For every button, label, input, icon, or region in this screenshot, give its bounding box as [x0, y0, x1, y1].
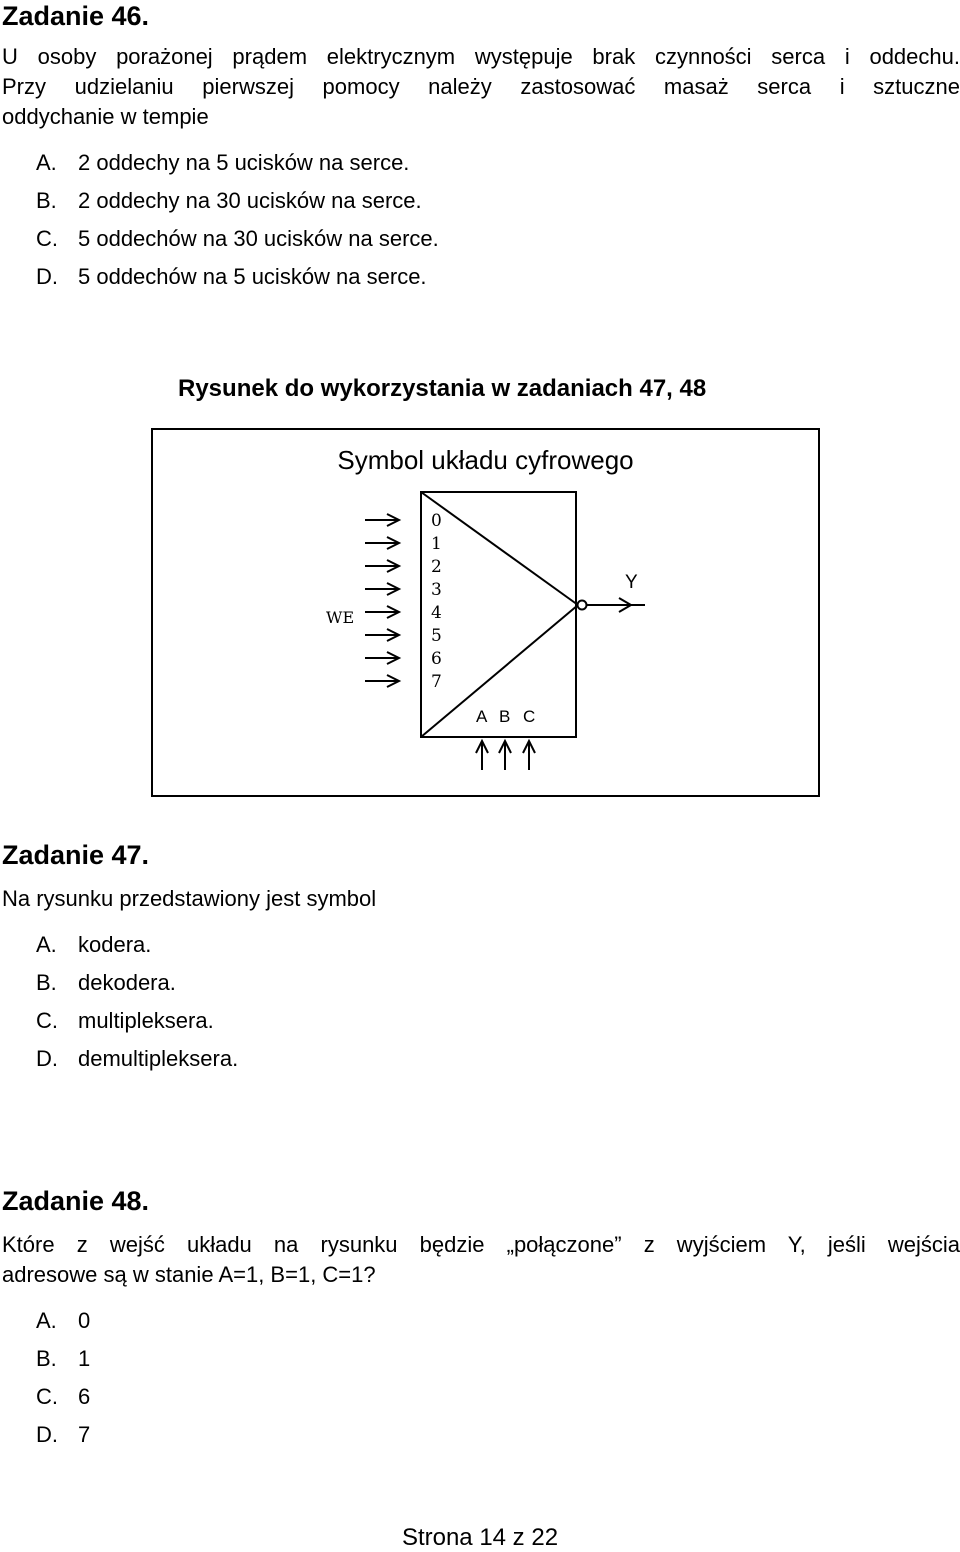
- option-text: 5 oddechów na 5 ucisków na serce.: [78, 264, 427, 289]
- input-arrow: [365, 606, 399, 618]
- q46-option-c: [36, 226, 439, 252]
- q46-text-line3: oddychanie w tempie: [2, 104, 209, 129]
- figure-caption: Rysunek do wykorzystania w zadaniach 47, 48: [178, 375, 707, 402]
- figure-title: Symbol układu cyfrowego: [337, 445, 634, 475]
- option-letter: B.: [36, 1346, 57, 1371]
- q48-text-line1: Które z wejść układu na rysunku będzie „połączone” z wyjściem Y, jeśli wejścia: [2, 1232, 960, 1257]
- input-arrow: [365, 629, 399, 641]
- input-number-6: 6: [431, 649, 442, 669]
- option-letter: B.: [36, 970, 57, 995]
- option-letter: A.: [36, 932, 57, 957]
- address-label-c: C: [523, 707, 536, 726]
- option-letter: D.: [36, 264, 58, 289]
- q48-option-b: [36, 1346, 90, 1372]
- input-number-7: 7: [431, 672, 442, 692]
- q47-option-b: [36, 970, 176, 996]
- q46-text-line1: U osoby porażonej prądem elektrycznym występuje brak czynności serca i oddechu.: [2, 44, 960, 69]
- triangle-upper-edge: [421, 492, 578, 605]
- input-number-1: 1: [431, 534, 442, 554]
- option-text: multipleksera.: [78, 1008, 214, 1033]
- option-text: kodera.: [78, 932, 152, 957]
- q46-option-d: [36, 264, 427, 290]
- input-number-0: 0: [431, 511, 442, 531]
- q48-option-a: [36, 1308, 90, 1334]
- q46-option-b: [36, 188, 422, 214]
- option-letter: D.: [36, 1422, 58, 1447]
- option-text: dekodera.: [78, 970, 176, 995]
- option-letter: C.: [36, 226, 58, 251]
- input-number-5: 5: [431, 626, 442, 646]
- option-letter: B.: [36, 188, 57, 213]
- q47-option-c: [36, 1008, 214, 1034]
- input-arrow: [365, 560, 399, 572]
- option-text: 2 oddechy na 5 ucisków na serce.: [78, 150, 410, 175]
- q48-option-c: [36, 1384, 90, 1410]
- address-arrow-a: [476, 741, 488, 770]
- address-label-b: B: [499, 707, 511, 726]
- input-arrow: [365, 652, 399, 664]
- q46-title: Zadanie 46.: [2, 1, 150, 31]
- q47-option-d: [36, 1046, 238, 1072]
- input-arrow: [365, 583, 399, 595]
- option-letter: D.: [36, 1046, 58, 1071]
- input-arrow: [365, 514, 399, 526]
- option-letter: C.: [36, 1384, 58, 1409]
- q48-text-line2: adresowe są w stanie A=1, B=1, C=1?: [2, 1262, 376, 1287]
- output-bubble: [578, 601, 587, 610]
- option-letter: A.: [36, 1308, 57, 1333]
- input-arrow: [365, 675, 399, 687]
- q47-text: Na rysunku przedstawiony jest symbol: [2, 886, 377, 911]
- input-number-2: 2: [431, 557, 442, 577]
- block-outline: [421, 492, 576, 737]
- option-text: 5 oddechów na 30 ucisków na serce.: [78, 226, 439, 251]
- option-text: 2 oddechy na 30 ucisków na serce.: [78, 188, 422, 213]
- option-text: 7: [78, 1422, 91, 1447]
- q46-text-line2: Przy udzielaniu pierwszej pomocy należy zastosować masaż serca i sztuczne: [2, 74, 960, 99]
- option-letter: A.: [36, 150, 57, 175]
- q48-option-d: [36, 1422, 90, 1448]
- address-label-a: A: [476, 707, 488, 726]
- q48-title: Zadanie 48.: [2, 1186, 150, 1216]
- input-label-we: WE: [326, 608, 355, 627]
- address-arrow-b: [499, 741, 511, 770]
- option-letter: C.: [36, 1008, 58, 1033]
- input-number-4: 4: [431, 603, 442, 623]
- option-text: 6: [78, 1384, 91, 1409]
- figure-box: [151, 428, 820, 797]
- q47-title: Zadanie 47.: [2, 840, 150, 870]
- input-arrow: [365, 537, 399, 549]
- q46-option-a: [36, 150, 409, 176]
- output-label-y: Y: [625, 572, 638, 593]
- page-number: Strona 14 z 22: [401, 1524, 559, 1551]
- address-arrow-c: [523, 741, 535, 770]
- option-text: demultipleksera.: [78, 1046, 239, 1071]
- multiplexer-diagram: [153, 430, 822, 799]
- option-text: 1: [78, 1346, 91, 1371]
- input-number-3: 3: [431, 580, 442, 600]
- option-text: 0: [78, 1308, 91, 1333]
- q47-option-a: [36, 932, 151, 958]
